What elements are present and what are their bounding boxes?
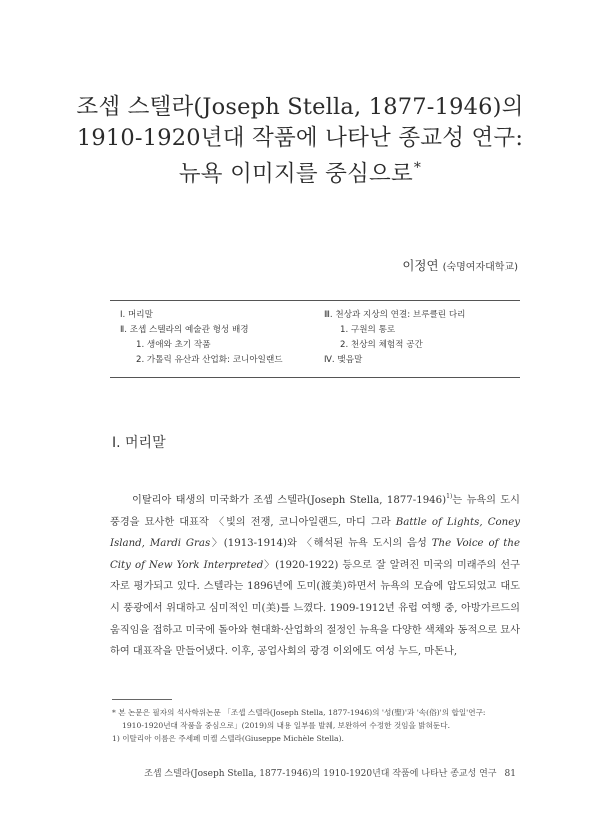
footnotes bbox=[112, 706, 522, 745]
toc-item: Ⅱ. 조셉 스텔라의 예술관 형성 배경 bbox=[120, 325, 249, 335]
toc-item: 2. 천상의 체험적 공간 bbox=[340, 340, 423, 350]
running-footer bbox=[144, 766, 516, 779]
toc-column-right bbox=[324, 308, 465, 368]
footnote-ref: 1) bbox=[446, 493, 453, 500]
page-number: 81 bbox=[504, 769, 516, 779]
title-line-3: 뉴욕 이미지를 중심으로 bbox=[178, 161, 413, 187]
toc-item: 1. 구원의 통로 bbox=[340, 325, 396, 335]
title-line-1: 조셉 스텔라(Joseph Stella, 1877-1946)의 bbox=[76, 94, 524, 120]
toc-item: Ⅳ. 맺음말 bbox=[324, 355, 363, 365]
toc-item: 2. 가톨릭 유산과 산업화: 코니아일랜드 bbox=[136, 355, 283, 365]
title-footnote-mark: * bbox=[413, 160, 422, 176]
author-byline bbox=[402, 256, 518, 274]
footnote: * 본 논문은 필자의 석사학위논문 「조셉 스텔라(Joseph Stella, 1877-1946)의 '성(聖)'과 '속(俗)'의 합일'연구: bbox=[112, 708, 486, 717]
toc-item: Ⅰ. 머리말 bbox=[120, 310, 153, 320]
body-text-run: 는 뉴욕의 도시 풍경을 묘사한 대표작 〈빛의 전쟁, 코니아일랜드, 마디 그라 bbox=[110, 495, 520, 528]
title-line-3-wrap bbox=[60, 153, 540, 190]
body-text-run: 이탈리아 태생의 미국화가 조셉 스텔라(Joseph Stella, 1877-1946) bbox=[132, 495, 447, 506]
artwork-title: The Voice of the City of New York Interpreted bbox=[110, 538, 520, 571]
paragraph bbox=[110, 486, 520, 663]
title-line-2: 1910-1920년대 작품에 나타난 종교성 연구: bbox=[76, 124, 524, 151]
author-name: 이정연 bbox=[402, 258, 439, 273]
body-text-run: 〉(1920-1922) 등으로 잘 알려진 미국의 미래주의 선구자로 평가되고 있다. 스텔라는 1896년에 도미(渡美)하면서 뉴욕의 모습에 압도되었고 대도시 풍광에서 위대하고 심미적인 미(美)를 느꼈다. 1909-1912년 유럽 여행 중, 아방가르드의 움직임을 접하고 미국에 돌아와 현대화·산업화의 절정인 뉴욕을 다양한 색채와 동적으로 묘사하여 대표작을 만들어냈다. 이후, 공업사회의 광경 이외에도 여성 누드, 마돈나, bbox=[110, 559, 520, 658]
toc-item: Ⅲ. 천상과 지상의 연결: 브루클린 다리 bbox=[324, 310, 466, 320]
toc-column-left bbox=[120, 308, 283, 368]
body-text-run: 〉(1913-1914)와 〈해석된 뉴욕 도시의 음성 bbox=[210, 538, 432, 550]
table-of-contents bbox=[110, 300, 520, 378]
footnote: 1) 이탈리아 이름은 주세페 미켈 스텔라(Giuseppe Michèle Stella). bbox=[112, 734, 344, 743]
footnote-divider bbox=[112, 699, 172, 700]
running-title: 조셉 스텔라(Joseph Stella, 1877-1946)의 1910-1920년대 작품에 나타난 종교성 연구 bbox=[144, 769, 497, 779]
paper-title bbox=[60, 92, 540, 190]
footnote-continuation: 1910-1920년대 작품을 중심으로」(2019)의 내용 일부를 발췌, 보완하여 수정한 것임을 밝혀둔다. bbox=[122, 721, 451, 730]
body-paragraph bbox=[110, 486, 520, 663]
artwork-title: Battle of Lights, Coney Island, Mardi Gras bbox=[110, 516, 520, 550]
toc-item: 1. 생애와 초기 작품 bbox=[136, 340, 211, 350]
author-affiliation: (숙명여자대학교) bbox=[442, 262, 518, 273]
section-heading: Ⅰ. 머리말 bbox=[112, 435, 166, 451]
